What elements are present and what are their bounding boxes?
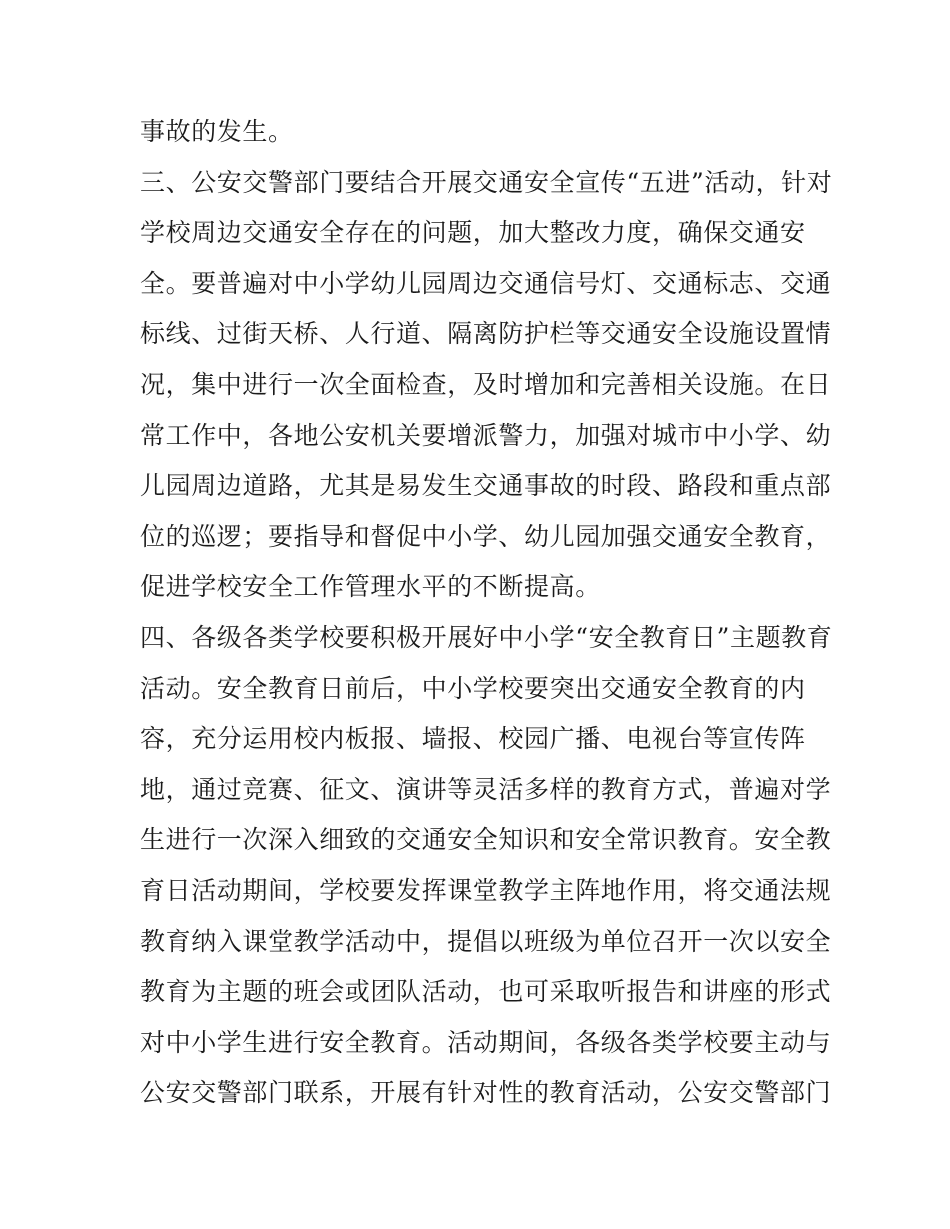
text-line: 活动。安全教育日前后，中小学校要突出交通安全教育的内 bbox=[140, 673, 806, 703]
text-line: 生进行一次深入细致的交通安全知识和安全常识教育。安全教 bbox=[140, 825, 832, 855]
text-line: 四、各级各类学校要积极开展好中小学“安全教育日”主题教育 bbox=[140, 622, 833, 652]
text-line: 位的巡逻；要指导和督促中小学、幼儿园加强交通安全教育， bbox=[140, 521, 832, 551]
text-line: 况，集中进行一次全面检查，及时增加和完善相关设施。在日 bbox=[140, 369, 832, 399]
text-line: 常工作中，各地公安机关要增派警力，加强对城市中小学、幼 bbox=[140, 420, 832, 450]
text-line: 事故的发生。 bbox=[140, 117, 294, 146]
text-line: 学校周边交通安全存在的问题，加大整改力度，确保交通安 bbox=[140, 218, 806, 248]
text-line: 地，通过竞赛、征文、演讲等灵活多样的教育方式，普遍对学 bbox=[140, 774, 832, 804]
document-body bbox=[140, 107, 833, 1119]
text-line: 标线、过街天桥、人行道、隔离防护栏等交通安全设施设置情 bbox=[140, 319, 832, 349]
text-line: 促进学校安全工作管理水平的不断提高。 bbox=[140, 572, 601, 602]
text-line: 教育纳入课堂教学活动中，提倡以班级为单位召开一次以安全 bbox=[140, 926, 832, 956]
text-line: 全。要普遍对中小学幼儿园周边交通信号灯、交通标志、交通 bbox=[140, 268, 832, 298]
text-line: 公安交警部门联系，开展有针对性的教育活动，公安交警部门 bbox=[140, 1078, 832, 1108]
text-line: 三、公安交警部门要结合开展交通安全宣传“五进”活动，针对 bbox=[140, 167, 833, 197]
text-line: 教育为主题的班会或团队活动，也可采取听报告和讲座的形式 bbox=[140, 977, 832, 1007]
text-line: 育日活动期间，学校要发挥课堂教学主阵地作用，将交通法规 bbox=[140, 875, 832, 905]
text-line: 容，充分运用校内板报、墙报、校园广播、电视台等宣传阵 bbox=[140, 724, 806, 754]
text-line: 对中小学生进行安全教育。活动期间，各级各类学校要主动与 bbox=[140, 1027, 832, 1057]
text-line: 儿园周边道路，尤其是易发生交通事故的时段、路段和重点部 bbox=[140, 471, 832, 501]
